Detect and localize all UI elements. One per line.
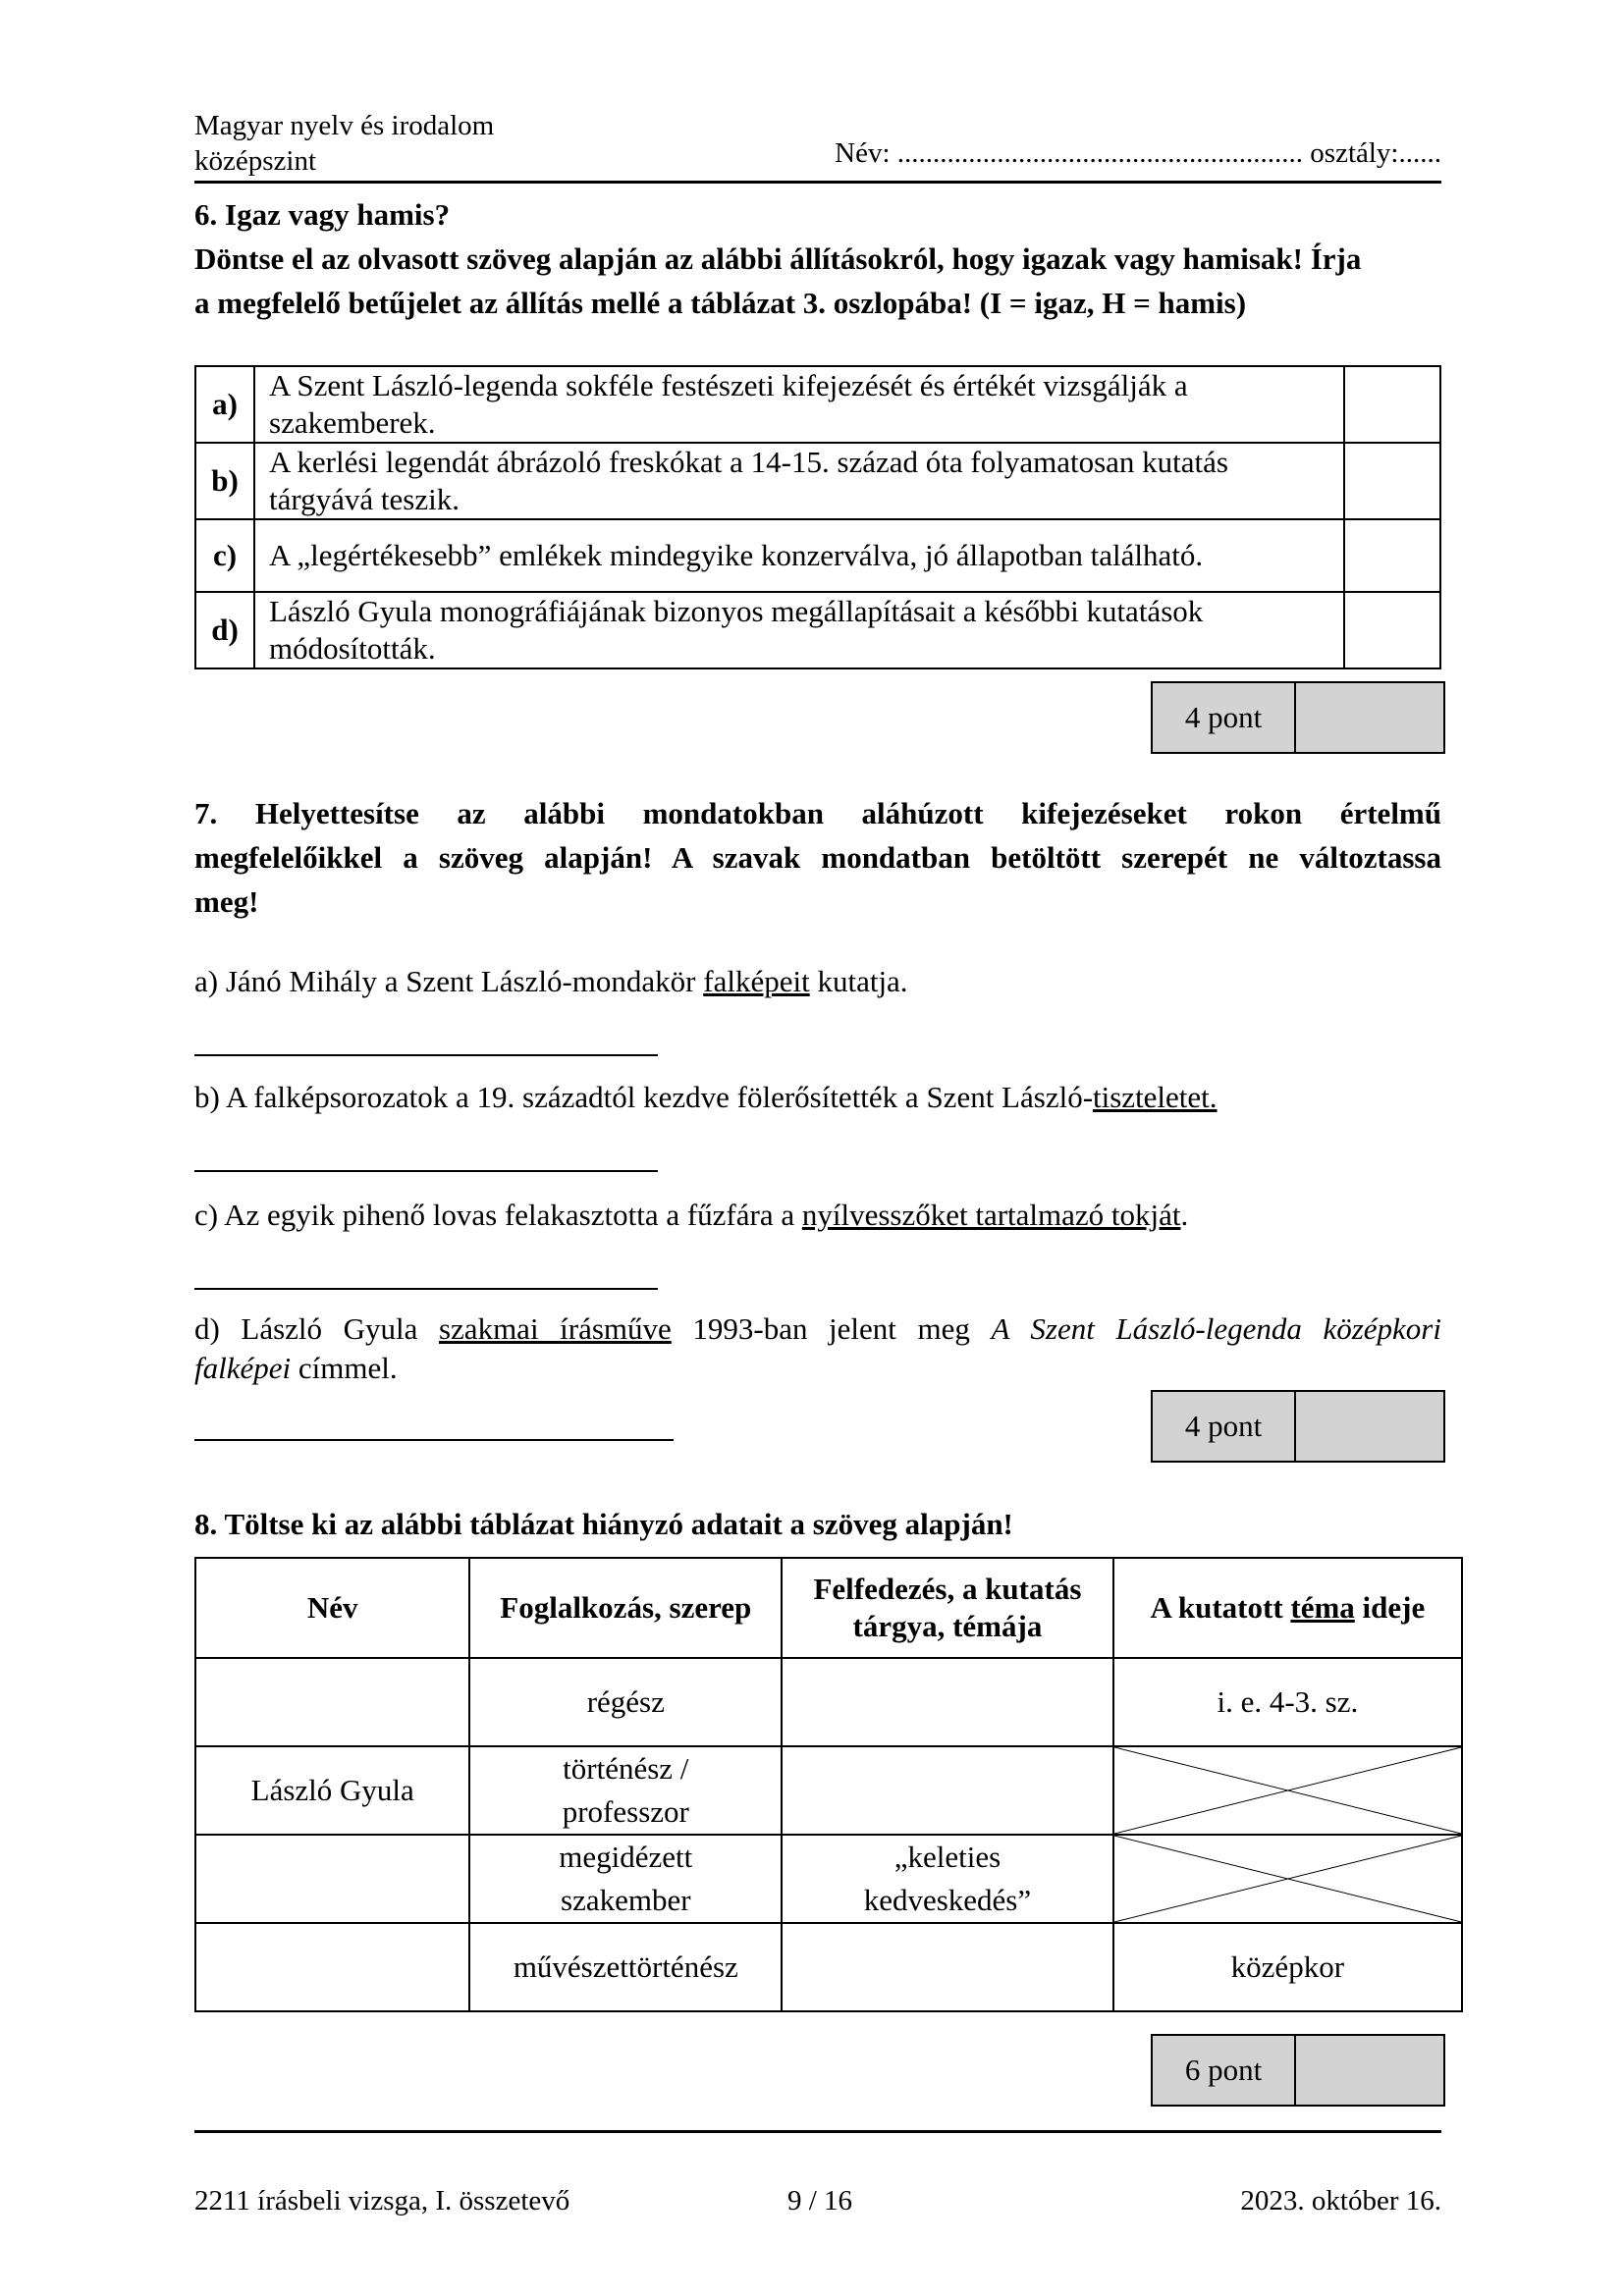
q7-b-text: b) A falképsorozatok a 19. századtól kezdve fölerősítették a Szent László-	[194, 1080, 1094, 1114]
q6-answer-cell[interactable]	[1344, 443, 1440, 519]
q8-cell-topic	[782, 1835, 1113, 1923]
q8-cell-name: László Gyula	[195, 1746, 469, 1835]
q7-title-line3: meg!	[194, 884, 259, 919]
q7-d-text-end: címmel.	[291, 1351, 398, 1385]
q7-c-text-end: .	[1180, 1198, 1189, 1232]
q8-table	[194, 1557, 1463, 2012]
q6-row-b	[195, 443, 1440, 519]
q8-header-topic-line1: Felfedezés, a kutatás	[813, 1572, 1082, 1606]
q7-score-box	[1151, 1390, 1445, 1463]
header-level: középszint	[194, 145, 317, 177]
q8-cell-name[interactable]	[195, 1658, 469, 1746]
q6-instruction-line2: a megfelelő betűjelet az állítás mellé a táblázat 3. oszlopába! (I = igaz, H = hamis)	[194, 286, 1247, 320]
q8-cell-name[interactable]	[195, 1923, 469, 2011]
name-class-field[interactable]: Név: ......................................................... osztály:......	[835, 137, 1441, 169]
q8-cell-crossed-out	[1113, 1835, 1462, 1923]
q7-score-label: 4 pont	[1153, 1392, 1296, 1461]
q7-d-text-mid: 1993-ban jelent meg	[671, 1311, 992, 1346]
q7-a-underlined: falképeit	[703, 964, 810, 998]
q6-row-statement: A Szent László-legenda sokféle festészeti kifejezését és értékét vizsgálják a szakemberek.	[254, 366, 1344, 443]
q8-cell-topic[interactable]	[782, 1923, 1113, 2011]
q8-row	[195, 1923, 1462, 2011]
q8-score-label: 6 pont	[1153, 2036, 1296, 2105]
q6-row-label: d)	[195, 592, 254, 668]
q8-cell-name[interactable]	[195, 1835, 469, 1923]
q8-cell-date: i. e. 4-3. sz.	[1113, 1658, 1462, 1746]
q7-d-text: d) László Gyula	[194, 1311, 439, 1346]
q6-score-label: 4 pont	[1153, 683, 1296, 752]
q8-cell-role-line1: megidézett	[559, 1840, 693, 1874]
q6-row-statement: László Gyula monográfiájának bizonyos megállapításait a későbbi kutatások módosították.	[254, 592, 1344, 668]
q7-title-line2: megfelelőikkel a szöveg alapján! A szavak mondatban betöltött szerepét ne változtassa	[194, 840, 1441, 875]
q6-row-a	[195, 366, 1440, 443]
q8-header-row	[195, 1558, 1462, 1658]
q6-answer-cell[interactable]	[1344, 592, 1440, 668]
q7-sentence-d-line2	[194, 1349, 398, 1388]
q7-sentence-c	[194, 1196, 1188, 1235]
q7-title-line1: 7. Helyettesítse az alábbi mondatokban aláhúzott kifejezéseket rokon értelmű	[194, 796, 1441, 830]
q7-sentence-a	[194, 962, 908, 1001]
q6-instruction-line1: Döntse el az olvasott szöveg alapján az alábbi állításokról, hogy igazak vagy hamisak! Írja	[194, 241, 1362, 276]
q8-cell-role	[469, 1746, 782, 1835]
q8-header-role: Foglalkozás, szerep	[469, 1558, 782, 1658]
q6-row-statement: A „legértékesebb” emlékek mindegyike konzerválva, jó állapotban található.	[254, 519, 1344, 592]
q8-cell-role: régész	[469, 1658, 782, 1746]
q7-c-underlined: nyílvesszőket tartalmazó tokját	[801, 1198, 1181, 1232]
q8-header-topic-line2: tárgya, témája	[852, 1609, 1043, 1643]
q7-d-book-title: A Szent László-legenda középkori	[991, 1311, 1441, 1346]
q8-title: 8. Töltse ki az alábbi táblázat hiányzó adatait a szöveg alapján!	[194, 1507, 1013, 1541]
cross-out-icon	[1114, 1836, 1461, 1922]
footer-exam-code: 2211 írásbeli vizsga, I. összetevő	[194, 2185, 570, 2216]
header-subject: Magyar nyelv és irodalom	[194, 110, 495, 141]
q7-d-underlined: szakmai írásműve	[438, 1311, 672, 1346]
q7-sentence-b	[194, 1078, 1218, 1117]
q6-table	[194, 365, 1441, 669]
q8-header-topic	[782, 1558, 1113, 1658]
q7-a-text-end: kutatja.	[809, 964, 908, 998]
q6-row-c	[195, 519, 1440, 592]
q6-answer-cell[interactable]	[1344, 519, 1440, 592]
q8-cell-topic-line1: „keleties	[893, 1840, 1001, 1874]
q6-score-box	[1151, 681, 1445, 754]
q8-cell-topic[interactable]	[782, 1658, 1113, 1746]
page-number: 9 / 16	[786, 2185, 853, 2216]
q8-cell-role: művészettörténész	[469, 1923, 782, 2011]
q8-cell-role	[469, 1835, 782, 1923]
footer-date: 2023. október 16.	[1240, 2185, 1441, 2216]
q8-cell-date: középkor	[1113, 1923, 1462, 2011]
q8-header-name: Név	[195, 1558, 469, 1658]
q8-row	[195, 1746, 1462, 1835]
q7-answer-line-c[interactable]	[194, 1288, 658, 1290]
q8-cell-topic-line2: kedveskedés”	[863, 1883, 1032, 1917]
q8-cell-role-line2: szakember	[561, 1883, 691, 1917]
q8-cell-topic[interactable]	[782, 1746, 1113, 1835]
q6-row-label: c)	[195, 519, 254, 592]
q8-score-box	[1151, 2034, 1445, 2107]
q8-row	[195, 1658, 1462, 1746]
q7-sentence-d-line1	[194, 1309, 1441, 1349]
q6-row-d	[195, 592, 1440, 668]
q7-answer-line-a[interactable]	[194, 1054, 658, 1056]
footer-divider	[194, 2130, 1441, 2133]
q7-c-text: c) Az egyik pihenő lovas felakasztotta a fűzfára a	[194, 1198, 802, 1232]
q8-header-date-pre: A kutatott	[1150, 1590, 1291, 1625]
q8-header-date	[1113, 1558, 1462, 1658]
q8-header-date-underlined: téma	[1290, 1590, 1355, 1625]
q8-row	[195, 1835, 1462, 1923]
q6-row-statement: A kerlési legendát ábrázoló freskókat a 14-15. század óta folyamatosan kutatás tárgyává teszik.	[254, 443, 1344, 519]
q8-score-field[interactable]	[1296, 2036, 1443, 2105]
q7-b-underlined: tiszteletet.	[1093, 1080, 1218, 1114]
q6-row-label: a)	[195, 366, 254, 443]
q7-answer-line-d[interactable]	[194, 1439, 674, 1441]
q7-a-text: a) Jánó Mihály a Szent László-mondakör	[194, 964, 704, 998]
header-divider	[194, 181, 1441, 184]
q7-d-book-title-end: falképei	[194, 1351, 292, 1385]
q6-answer-cell[interactable]	[1344, 366, 1440, 443]
q8-cell-role-line2: professzor	[562, 1794, 689, 1829]
q8-cell-crossed-out	[1113, 1746, 1462, 1835]
q6-row-label: b)	[195, 443, 254, 519]
cross-out-icon	[1114, 1747, 1461, 1834]
q6-score-field[interactable]	[1296, 683, 1443, 752]
q7-answer-line-b[interactable]	[194, 1170, 658, 1172]
q6-title: 6. Igaz vagy hamis?	[194, 197, 451, 232]
q8-header-date-post: ideje	[1354, 1590, 1426, 1625]
q7-score-field[interactable]	[1296, 1392, 1443, 1461]
q8-cell-role-line1: történész /	[563, 1751, 689, 1786]
